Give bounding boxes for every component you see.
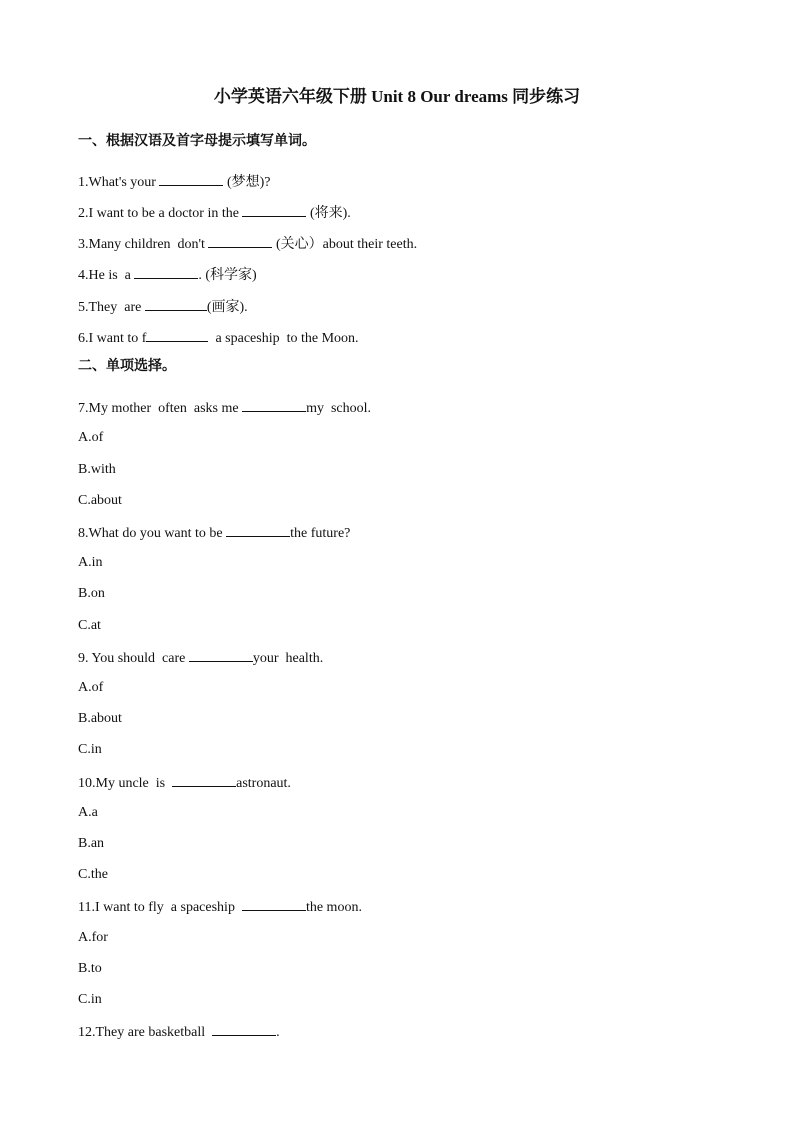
section-heading-multiple-choice: 二、单项选择。 [78, 359, 176, 374]
question-3 [78, 233, 417, 255]
question-9-text: 9. You should care [78, 651, 189, 666]
q8-option-c: C.at [78, 618, 101, 633]
question-12 [78, 1021, 280, 1043]
question-7-text: 7.My mother often asks me [78, 401, 243, 416]
question-6-rest: a spaceship to the Moon. [208, 331, 359, 346]
question-2 [78, 202, 351, 224]
question-6-text: 6.I want to f [78, 331, 147, 346]
question-1-hint: (梦想)? [223, 175, 271, 190]
q11-option-c: C.in [78, 992, 102, 1007]
answer-blank [134, 264, 198, 279]
question-10 [78, 772, 291, 794]
question-9 [78, 647, 323, 669]
q8-option-b: B.on [78, 586, 105, 601]
q7-option-b: B.with [78, 462, 116, 477]
question-4-text: 4.He is a [78, 268, 135, 283]
question-5-text: 5.They are [78, 300, 145, 315]
page-title: 小学英语六年级下册 Unit 8 Our dreams 同步练习 [213, 87, 581, 106]
q9-option-c: C.in [78, 742, 102, 757]
question-4 [78, 264, 257, 286]
answer-blank [189, 647, 253, 662]
question-10-text: 10.My uncle is [78, 776, 173, 791]
question-12-rest: . [276, 1025, 280, 1040]
question-4-hint: . (科学家) [198, 268, 257, 283]
question-2-text: 2.I want to be a doctor in the [78, 206, 243, 221]
question-9-rest: your health. [252, 651, 324, 666]
question-1 [78, 171, 271, 193]
answer-blank [159, 171, 223, 186]
answer-blank [226, 522, 290, 537]
q11-option-b: B.to [78, 961, 102, 976]
question-10-rest: astronaut. [236, 776, 291, 791]
answer-blank [172, 772, 236, 787]
question-8-rest: the future? [290, 526, 351, 541]
question-7-rest: my school. [306, 401, 372, 416]
answer-blank [242, 202, 306, 217]
question-5 [78, 296, 248, 318]
question-11 [78, 896, 362, 918]
question-1-text: 1.What's your [78, 175, 160, 190]
answer-blank [242, 896, 306, 911]
question-12-text: 12.They are basketball [78, 1025, 213, 1040]
question-7 [78, 397, 371, 419]
section-heading-fill-in: 一、根据汉语及首字母提示填写单词。 [78, 134, 316, 149]
q9-option-b: B.about [78, 711, 122, 726]
answer-blank [146, 327, 208, 342]
question-8-text: 8.What do you want to be [78, 526, 227, 541]
answer-blank [208, 233, 272, 248]
question-11-text: 11.I want to fly a spaceship [78, 900, 242, 915]
q11-option-a: A.for [78, 930, 108, 945]
answer-blank [242, 397, 306, 412]
question-6 [78, 327, 359, 349]
q10-option-a: A.a [78, 805, 98, 820]
q10-option-b: B.an [78, 836, 105, 851]
q9-option-a: A.of [78, 680, 104, 695]
question-2-hint: (将来). [306, 206, 351, 221]
question-3-hint: (关心）about their teeth. [272, 237, 418, 252]
question-5-hint: (画家). [206, 300, 248, 315]
question-11-rest: the moon. [305, 900, 362, 915]
q7-option-c: C.about [78, 493, 122, 508]
answer-blank [145, 296, 207, 311]
q10-option-c: C.the [78, 867, 108, 882]
q8-option-a: A.in [78, 555, 103, 570]
question-3-text: 3.Many children don't [78, 237, 209, 252]
q7-option-a: A.of [78, 430, 104, 445]
answer-blank [212, 1021, 276, 1036]
question-8 [78, 522, 350, 544]
